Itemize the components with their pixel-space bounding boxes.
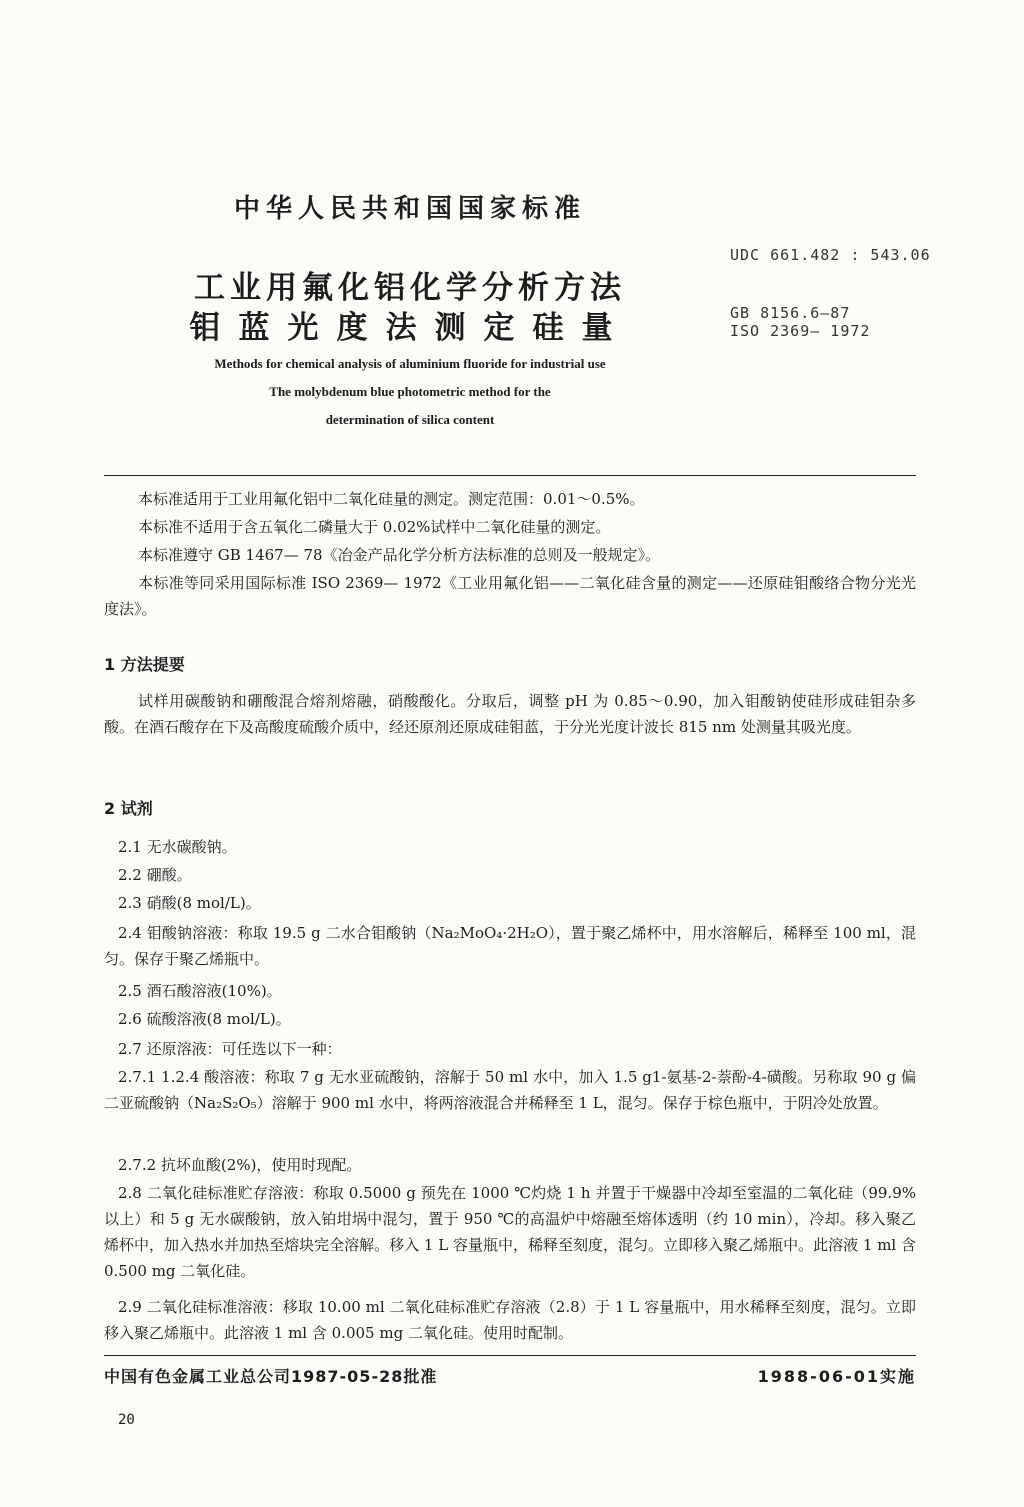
iso-code: ISO 2369— 1972 <box>730 322 871 340</box>
intro-paragraph-4: 本标准等同采用国际标准 ISO 2369— 1972《工业用氟化铝——二氧化硅含量的测定——还原硅钼酸络合物分光光度法》。 <box>104 574 916 618</box>
section-2-heading: 2 试剂 <box>104 799 153 818</box>
reagent-item: 2.7.2 抗坏血酸(2%)，使用时现配。 <box>118 1156 362 1174</box>
reagent-item: 2.5 酒石酸溶液(10%)。 <box>118 982 282 1000</box>
english-title-line-1: Methods for chemical analysis of aluminium fluoride for industrial use <box>214 356 606 371</box>
reagent-item: 2.8 二氧化硅标准贮存溶液：称取 0.5000 g 预先在 1000 ℃灼烧 1 h 并置于干燥器中冷却至室温的二氧化硅（99.9%以上）和 5 g 无水碳酸钠，放入铂坩埚中混匀，置于 950 ℃的高温炉中熔融至熔体透明（约 10 min），冷却。移入聚乙烯杯中，加入热水并加热至熔块完全溶解。移入 1 L 容量瓶中，稀释至刻度，混匀。立即移入聚乙烯瓶中。此溶液 1 ml 含 0.500 mg 二氧化硅。 <box>104 1184 916 1280</box>
title-line-2: 钼蓝光度法测定硅量 <box>189 310 631 346</box>
title-line-1: 工业用氟化铝化学分析方法 <box>194 270 626 306</box>
intro-paragraph-1: 本标准适用于工业用氟化铝中二氧化硅量的测定。测定范围：0.01～0.5%。 <box>138 490 645 508</box>
english-title-line-2: The molybdenum blue photometric method for the <box>269 384 551 399</box>
standard-label: 中华人民共和国国家标准 <box>233 194 586 224</box>
intro-paragraph-3: 本标准遵守 GB 1467— 78《冶金产品化学分析方法标准的总则及一般规定》。 <box>138 546 661 564</box>
section-1-text: 试样用碳酸钠和硼酸混合熔剂熔融，硝酸酸化。分取后，调整 pH 为 0.85～0.90，加入钼酸钠使硅形成硅钼杂多酸。在酒石酸存在下及高酸度硫酸介质中，经还原剂还原成硅钼蓝，于分光光度计波长 815 nm 处测量其吸光度。 <box>104 692 916 736</box>
reagent-item: 2.9 二氧化硅标准溶液：移取 10.00 ml 二氧化硅标准贮存溶液（2.8）于 1 L 容量瓶中，用水稀释至刻度，混匀。立即移入聚乙烯瓶中。此溶液 1 ml 含 0.005 mg 二氧化硅。使用时配制。 <box>104 1298 916 1342</box>
reagent-item: 2.7.1 1.2.4 酸溶液：称取 7 g 无水亚硫酸钠，溶解于 50 ml 水中，加入 1.5 g1-氨基-2-萘酚-4-磺酸。另称取 90 g 偏二亚硫酸钠（Na₂S₂O₅）溶解于 900 ml 水中，将两溶液混合并稀释至 1 L，混匀。保存于棕色瓶中，于阴冷处放置。 <box>104 1068 916 1112</box>
reagent-item: 2.4 钼酸钠溶液：称取 19.5 g 二水合钼酸钠（Na₂MoO₄·2H₂O），置于聚乙烯杯中，用水溶解后，稀释至 100 ml，混匀。保存于聚乙烯瓶中。 <box>104 924 916 968</box>
reagent-item: 2.6 硫酸溶液(8 mol/L)。 <box>118 1010 291 1028</box>
implementation-date: 1988-06-01实施 <box>757 1367 916 1386</box>
header-divider <box>104 475 916 476</box>
reagent-item: 2.7 还原溶液：可任选以下一种： <box>118 1040 342 1058</box>
section-1-heading: 1 方法提要 <box>104 655 185 674</box>
reagent-item: 2.1 无水碳酸钠。 <box>118 838 237 856</box>
reagent-item: 2.2 硼酸。 <box>118 866 192 884</box>
gb-code: GB 8156.6—87 <box>730 304 851 322</box>
english-title-line-3: determination of silica content <box>325 412 495 427</box>
approval-note: 中国有色金属工业总公司1987-05-28批准 <box>104 1367 438 1386</box>
page-number: 20 <box>118 1412 135 1428</box>
reagent-item: 2.3 硝酸(8 mol/L)。 <box>118 894 261 912</box>
udc-code: UDC 661.482 : 543.06 <box>730 246 931 264</box>
intro-paragraph-2: 本标准不适用于含五氧化二磷量大于 0.02%试样中二氧化硅量的测定。 <box>138 518 611 536</box>
footer-divider <box>104 1355 916 1356</box>
